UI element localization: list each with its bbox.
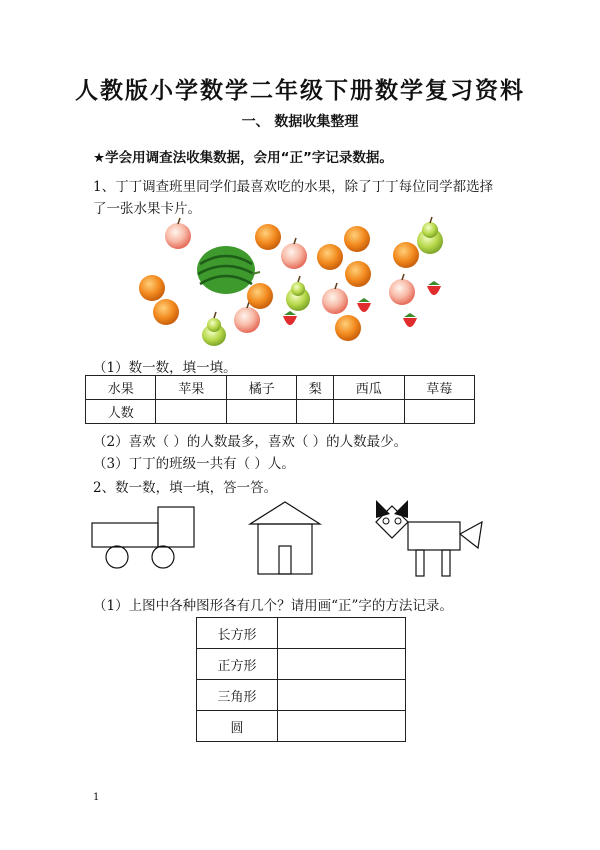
- learning-objective: ★学会用调查法收集数据，会用“正”字记录数据。: [93, 150, 393, 166]
- section-heading: 一、 数据收集整理: [241, 114, 359, 130]
- watermelon-icon: [197, 246, 260, 294]
- shape-label: 长方形: [197, 618, 278, 649]
- pear-icon: [202, 312, 226, 346]
- orange-icon: [345, 261, 371, 287]
- table-header-cell: 草莓: [404, 376, 475, 400]
- table-header-cell: 橘子: [226, 376, 296, 400]
- strawberry-icon: [357, 298, 371, 312]
- apple-icon: [389, 274, 415, 305]
- table-header-cell: 苹果: [156, 376, 226, 400]
- table-header-cell: 西瓜: [334, 376, 404, 400]
- table-row: [197, 680, 406, 711]
- orange-icon: [393, 242, 419, 268]
- tally-cell[interactable]: [278, 711, 406, 742]
- tally-cell[interactable]: [278, 618, 406, 649]
- orange-icon: [344, 226, 370, 252]
- apple-icon: [322, 283, 348, 314]
- answer-cell[interactable]: [404, 400, 475, 424]
- apple-icon: [165, 218, 191, 249]
- table-row: [197, 711, 406, 742]
- answer-cell[interactable]: [156, 400, 226, 424]
- q2-part1: （1）上图中各种图形各有几个？请用画“正”字的方法记录。: [93, 598, 453, 614]
- table-header-row: [86, 376, 475, 400]
- table-header-cell: 梨: [297, 376, 334, 400]
- table-row: [197, 649, 406, 680]
- q1-part3: （3）丁丁的班级一共有（ ）人。: [93, 456, 295, 472]
- table-row-label: 人数: [86, 400, 156, 424]
- tally-cell[interactable]: [278, 680, 406, 711]
- page-number: 1: [93, 792, 100, 803]
- table-row: [197, 618, 406, 649]
- fruit-count-table: [85, 375, 475, 424]
- answer-cell[interactable]: [297, 400, 334, 424]
- shape-label: 三角形: [197, 680, 278, 711]
- shape-label: 正方形: [197, 649, 278, 680]
- q1-text-line2: 了一张水果卡片。: [93, 201, 201, 217]
- fruit-cards-illustration: [130, 216, 450, 346]
- q1-text-line1: 1、丁丁调查班里同学们最喜欢吃的水果，除了丁丁每位同学都选择: [93, 179, 494, 195]
- orange-icon: [317, 244, 343, 270]
- animal-figure: [372, 494, 492, 584]
- pear-icon: [286, 276, 310, 311]
- table-row: [86, 400, 475, 424]
- strawberry-icon: [403, 313, 417, 327]
- orange-icon: [247, 283, 273, 309]
- q1-part1: （1）数一数，填一填。: [93, 360, 237, 376]
- answer-cell[interactable]: [334, 400, 404, 424]
- answer-cell[interactable]: [226, 400, 296, 424]
- truck-figure: [90, 505, 210, 575]
- strawberry-icon: [283, 311, 297, 325]
- pear-icon: [417, 217, 443, 254]
- orange-icon: [153, 299, 179, 325]
- q2-text: 2、数一数，填一填，答一答。: [93, 480, 278, 496]
- strawberry-icon: [427, 281, 441, 295]
- shape-label: 圆: [197, 711, 278, 742]
- orange-icon: [255, 224, 281, 250]
- q1-part2: （2）喜欢（ ）的人数最多，喜欢（ ）的人数最少。: [93, 434, 408, 450]
- page-title: 人教版小学数学二年级下册数学复习资料: [75, 78, 525, 104]
- house-figure: [248, 500, 328, 580]
- tally-cell[interactable]: [278, 649, 406, 680]
- table-header-cell: 水果: [86, 376, 156, 400]
- orange-icon: [139, 275, 165, 301]
- orange-icon: [335, 315, 361, 341]
- shape-tally-table: [196, 617, 406, 742]
- apple-icon: [281, 238, 307, 269]
